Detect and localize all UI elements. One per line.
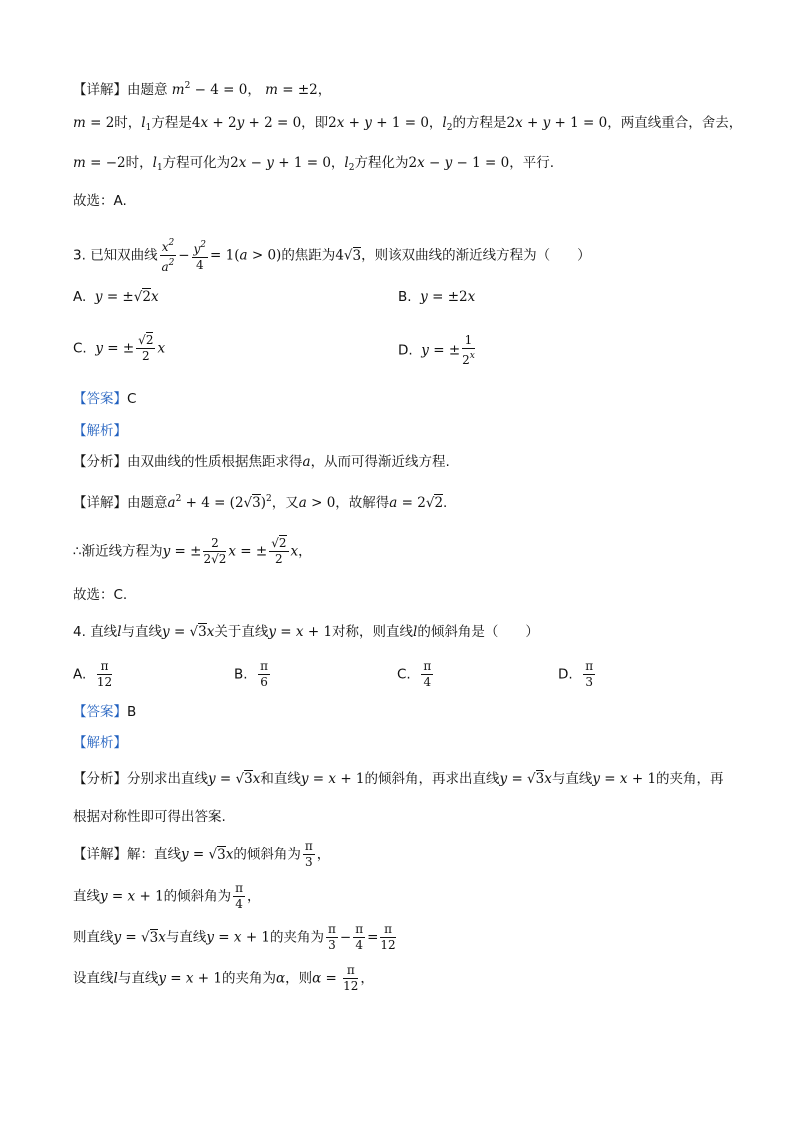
text: 时， bbox=[114, 115, 142, 131]
text: 直线 bbox=[90, 624, 118, 640]
text: 的倾斜角是（ ） bbox=[417, 624, 539, 640]
text: 的焦距为 bbox=[281, 247, 336, 264]
text: D. bbox=[398, 342, 413, 359]
q4-analysis-line-1: 【分析】分别求出直线y = √3x和直线y = x + 1的倾斜角，再求出直线y = √3x与直线y = x + 1的夹角，再 bbox=[73, 771, 724, 787]
q4-number: 4. bbox=[73, 624, 86, 640]
q4-detail-line-4: 设直线l与直线y = x + 1的夹角为α，则α = $\frac{\pi}{12}$ ， bbox=[73, 963, 374, 993]
text: 的倾斜角，再求出直线 bbox=[364, 771, 500, 787]
detail-tag: 【详解】 bbox=[73, 82, 127, 98]
q4-option-a: A. $\frac{\pi}{12}$ bbox=[73, 659, 113, 689]
detail-tag: 【详解】 bbox=[73, 495, 127, 511]
text: 和直线 bbox=[260, 771, 301, 787]
text: ， bbox=[428, 115, 443, 131]
text: 对称，则直线 bbox=[332, 624, 414, 640]
analysis-heading: 【解析】 bbox=[73, 735, 127, 751]
text: 的倾斜角为 bbox=[233, 846, 301, 863]
text: ， bbox=[316, 846, 331, 863]
q3-stem: 3. 已知双曲线 $\frac{x^2}{a^2}$ − $\frac{y^2}{4}$ = 1(a > 0)的焦距为4√3，则该双曲线的渐近线方程为（ ） bbox=[73, 238, 591, 274]
text: D. bbox=[558, 666, 573, 683]
text: 分别求出直线 bbox=[127, 771, 208, 787]
text: ， bbox=[247, 888, 261, 905]
q3-number: 3. bbox=[73, 247, 86, 264]
text: 与直线 bbox=[121, 624, 163, 640]
text: 由题意 bbox=[127, 495, 168, 511]
choose-c: 故选：C. bbox=[73, 587, 128, 603]
answer-value: B bbox=[127, 704, 137, 720]
text: A. bbox=[73, 289, 87, 305]
text: 直线 bbox=[73, 888, 100, 905]
text: ， bbox=[247, 82, 261, 98]
text: 时， bbox=[125, 155, 153, 171]
choose-a: 故选：A. bbox=[73, 193, 127, 209]
analysis-heading: 【解析】 bbox=[73, 423, 127, 439]
text: ，又 bbox=[271, 495, 299, 511]
text: 的方程是 bbox=[452, 115, 507, 131]
detail-tag: 【详解】 bbox=[73, 846, 127, 863]
text: . bbox=[443, 495, 448, 511]
q3-option-b: B. y = ±2x bbox=[398, 289, 476, 305]
text: ， bbox=[298, 543, 312, 560]
solution-line-3: m = −2时，$l_1$方程可化为2x − y + 1 = 0，$l_2$方程化为2x − y − 1 = 0，平行. bbox=[73, 155, 554, 173]
text: C. bbox=[397, 666, 411, 683]
text: 与直线 bbox=[165, 929, 207, 946]
q4-answer bbox=[73, 702, 734, 722]
text: ，平行. bbox=[509, 155, 554, 171]
text: ∴渐近线方程为 bbox=[73, 543, 163, 560]
text: A. bbox=[73, 666, 87, 683]
text: 解：直线 bbox=[127, 846, 181, 863]
q3-option-c: C. y = ± $\frac{√2}{2}$ x bbox=[73, 333, 166, 363]
q4-detail-line-3: 则直线y = √3x与直线y = x + 1的夹角为 $\frac{\pi}{3}$ − $\frac{\pi}{4}$ = $\frac{\pi}{12}$ bbox=[73, 922, 396, 952]
q3-option-d: D. y = ± $\frac{1}{2^x}$ bbox=[398, 333, 475, 367]
text: 已知双曲线 bbox=[90, 247, 158, 264]
text: 由双曲线的性质根据焦距求得 bbox=[127, 454, 303, 470]
text: B. bbox=[234, 666, 248, 683]
text: 方程是 bbox=[151, 115, 192, 131]
analysis-tag: 【分析】 bbox=[73, 771, 127, 787]
solution-line-2: m = 2时，$l_1$方程是4x + 2y + 2 = 0，即2x + y + 1 = 0，$l_2$的方程是2x + y + 1 = 0，两直线重合，舍去， bbox=[73, 115, 743, 133]
text: 方程可化为 bbox=[162, 155, 231, 171]
text: 的夹角为 bbox=[270, 929, 325, 946]
text: ， bbox=[330, 155, 345, 171]
q3-option-a: A. y = ±√2x bbox=[73, 289, 159, 305]
text: C. bbox=[73, 340, 87, 357]
q4-option-b: B. $\frac{\pi}{6}$ bbox=[234, 659, 269, 689]
answer-tag: 【答案】 bbox=[73, 391, 127, 407]
text: ，故解得 bbox=[335, 495, 390, 511]
text: 的夹角，再 bbox=[656, 771, 724, 787]
text: 与直线 bbox=[117, 970, 159, 987]
q3-detail: 【详解】由题意$a^2 + 4 = (2√3)^2$，又a > 0，故解得a = 2√2. bbox=[73, 494, 448, 511]
q4-option-c: C. $\frac{\pi}{4}$ bbox=[397, 659, 432, 689]
q3-asymptote: ∴渐近线方程为y = ± $\frac{2}{2√2}$ x = ± $\frac{√2}{2}$ x， bbox=[73, 536, 312, 566]
answer-tag: 【答案】 bbox=[73, 704, 127, 720]
text: 的夹角为 bbox=[221, 970, 276, 987]
text: ， bbox=[360, 970, 374, 987]
text: 方程化为 bbox=[354, 155, 409, 171]
text: 的倾斜角为 bbox=[163, 888, 232, 905]
q4-option-d: D. $\frac{\pi}{3}$ bbox=[558, 659, 594, 689]
text: 关于直线 bbox=[214, 624, 269, 640]
analysis-tag: 【分析】 bbox=[73, 454, 127, 470]
solution-line-1: 【详解】由题意 $m^2 - 4 = 0$， m = ±2， bbox=[73, 81, 332, 98]
q4-analysis-line-2: 根据对称性即可得出答案. bbox=[73, 809, 226, 825]
text: 则直线 bbox=[73, 929, 114, 946]
q4-detail-line-1: 【详解】解：直线y = √3x的倾斜角为 $\frac{\pi}{3}$ ， bbox=[73, 839, 331, 869]
text: 设直线 bbox=[73, 970, 114, 987]
text: ，则该双曲线的渐近线方程为（ ） bbox=[361, 247, 591, 264]
q4-detail-line-2: 直线y = x + 1的倾斜角为 $\frac{\pi}{4}$ ， bbox=[73, 881, 261, 911]
text: B. bbox=[398, 289, 412, 305]
text: 与直线 bbox=[551, 771, 593, 787]
text: ，两直线重合，舍去， bbox=[607, 115, 743, 131]
text: 由题意 bbox=[127, 82, 168, 98]
text: ，则 bbox=[285, 970, 313, 987]
answer-value: C bbox=[127, 391, 137, 407]
text: ，从而可得渐近线方程. bbox=[310, 454, 450, 470]
q3-answer bbox=[73, 389, 734, 409]
q4-stem: 4. 直线l与直线y = √3x关于直线y = x + 1对称，则直线l的倾斜角是（ ） bbox=[73, 624, 539, 640]
q3-analysis: 【分析】由双曲线的性质根据焦距求得a，从而可得渐近线方程. bbox=[73, 454, 450, 470]
text: ，即 bbox=[301, 115, 329, 131]
